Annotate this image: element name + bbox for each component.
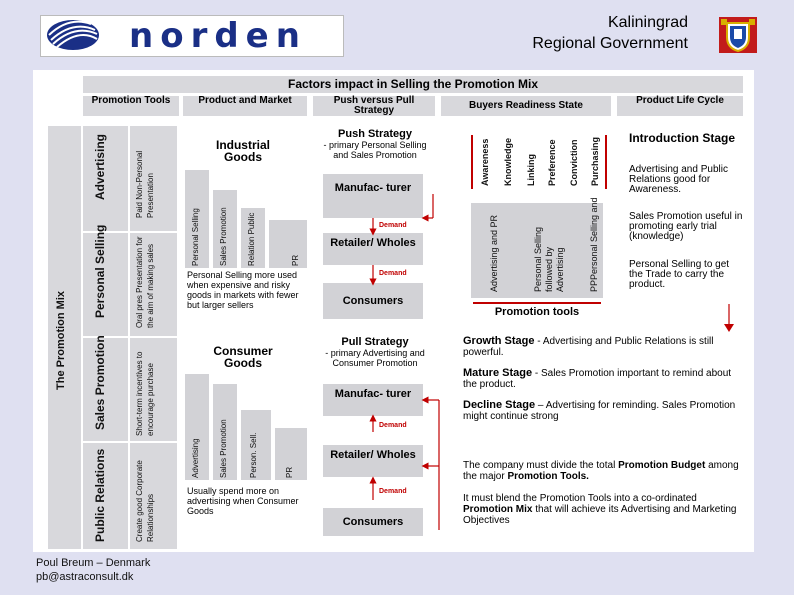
buyers-state-6: Purchasing bbox=[590, 136, 600, 186]
intro-line-1: Advertising and Public Relations good for Awareness. bbox=[629, 164, 728, 195]
pull-title: Pull Strategy bbox=[341, 336, 409, 348]
decline-stage-label: Decline Stage bbox=[463, 399, 536, 411]
tool-name-sales-promotion: Sales Promotion bbox=[93, 335, 107, 430]
column-header-tools: Promotion Tools bbox=[83, 96, 179, 116]
buyers-tool-1: Advertising and PR bbox=[489, 214, 499, 292]
norden-logo bbox=[40, 15, 344, 57]
column-header-product: Product and Market bbox=[183, 96, 307, 116]
tool-name-advertising: Advertising bbox=[93, 133, 107, 200]
mature-stage-label: Mature Stage bbox=[463, 367, 533, 379]
buyers-footer: Promotion tools bbox=[473, 302, 601, 318]
footer bbox=[36, 556, 150, 584]
demand-arrows bbox=[313, 170, 443, 550]
push-title: Push Strategy bbox=[338, 128, 412, 140]
industrial-bar-pr bbox=[269, 220, 307, 268]
push-retailer-box: Retailer/ Wholes bbox=[323, 233, 423, 265]
column-header-push-pull: Push versus Pull Strategy bbox=[313, 96, 435, 116]
consumer-bar-label-1: Advertising bbox=[191, 438, 200, 478]
industrial-bar-label-3: Relation Public bbox=[247, 212, 256, 266]
push-demand-label-2: Demand bbox=[379, 270, 407, 277]
consumer-bar-label-2: Sales Promotion bbox=[219, 419, 228, 478]
pull-consumers-box: Consumers bbox=[323, 508, 423, 536]
buyers-state-4: Preference bbox=[547, 139, 557, 186]
industrial-bar-label-1: Personal Selling bbox=[191, 208, 200, 266]
column-header-buyers: Buyers Readiness State bbox=[441, 96, 611, 116]
diagram-title: Factors impact in Selling the Promotion Mix bbox=[83, 76, 743, 93]
mix-label: The Promotion Mix bbox=[55, 291, 67, 390]
header-title-line1: Kaliningrad bbox=[607, 14, 688, 31]
consumer-note: Usually spend more on advertising when Consumer Goods bbox=[187, 486, 299, 516]
industrial-goods-title: Industrial Goods bbox=[215, 138, 270, 164]
pull-subtitle: - primary Advertising and Consumer Promotion bbox=[325, 348, 425, 368]
growth-stage-text: - Advertising and Public Relations is still powerful. bbox=[463, 336, 714, 358]
industrial-bar-label-4: PR bbox=[291, 254, 300, 266]
push-consumers-box: Consumers bbox=[323, 283, 423, 319]
decline-stage bbox=[463, 400, 743, 422]
coat-of-arms-icon bbox=[719, 17, 757, 53]
push-subtitle: - primary Personal Selling and Sales Promotion bbox=[323, 140, 427, 160]
globe-icon bbox=[45, 18, 101, 52]
conclusion-text: The company must divide the total Promotion Budget among the major Promotion Tools. It must blend the Promotion Tools into a co-ordinated Promotion Mix that will achieve its Advertising and Marketing Objectives bbox=[463, 460, 739, 526]
consumer-bar-label-4: PR bbox=[285, 466, 294, 478]
buyers-tool-2: Personal Selling followed by Advertising bbox=[533, 226, 565, 292]
consumer-bar-label-3: Person. Sell. bbox=[249, 432, 258, 478]
logo-wordmark: norden bbox=[129, 16, 307, 56]
pull-demand-label-2: Demand bbox=[379, 488, 407, 495]
mature-stage bbox=[463, 368, 743, 390]
growth-stage-label: Growth Stage bbox=[463, 335, 535, 347]
pull-manufacturer-box: Manufac- turer bbox=[323, 384, 423, 416]
growth-stage bbox=[463, 336, 743, 358]
decline-stage-text: – Advertising for reminding. Sales Promotion might continue strong bbox=[463, 400, 736, 422]
push-demand-label-1: Demand bbox=[379, 222, 407, 229]
intro-line-3: Personal Selling to get the Trade to carry the product. bbox=[629, 259, 730, 290]
buyers-tool-3: PPPersonal Selling and bbox=[589, 197, 599, 292]
tool-desc-advertising: Paid Non-Personal Presentation bbox=[135, 150, 155, 218]
consumer-goods-title: Consumer Goods bbox=[213, 344, 273, 370]
intro-stage-title: Introduction Stage bbox=[629, 131, 735, 145]
footer-name: Poul Breum – Denmark bbox=[36, 557, 151, 569]
buyers-state-5: Conviction bbox=[569, 139, 579, 186]
buyers-state-2: Knowledge bbox=[503, 137, 513, 186]
mature-stage-text: - Sales Promotion important to remind about the product. bbox=[463, 368, 732, 390]
pull-demand-label-1: Demand bbox=[379, 422, 407, 429]
buyers-state-1: Awareness bbox=[480, 138, 490, 186]
tool-name-public-relations: Public Relations bbox=[93, 448, 107, 542]
industrial-bar-label-2: Sales Promotion bbox=[219, 207, 228, 266]
intro-down-arrow bbox=[723, 304, 735, 334]
pull-retailer-box: Retailer/ Wholes bbox=[323, 445, 423, 477]
push-manufacturer-box: Manufac- turer bbox=[323, 174, 423, 218]
industrial-note: Personal Selling more used when expensive and risky goods in markets with fewer but larger sellers bbox=[187, 270, 299, 310]
intro-line-2: Sales Promotion useful in promoting early trial (knowledge) bbox=[629, 211, 743, 242]
buyers-states-frame bbox=[471, 135, 607, 189]
tool-desc-sales-promotion: Short-term incentives to encourage purchase bbox=[135, 351, 155, 436]
column-header-lifecycle: Product Life Cycle bbox=[617, 96, 743, 116]
tool-name-personal-selling: Personal Selling bbox=[93, 224, 107, 318]
footer-email[interactable]: pb@astraconsult.dk bbox=[36, 571, 134, 583]
tool-desc-public-relations: Create good Corporate Relationships bbox=[135, 460, 155, 542]
tool-desc-personal-selling: Oral pres Presentation for the aim of making sales bbox=[135, 236, 155, 328]
buyers-state-3: Linking bbox=[526, 154, 536, 186]
promotion-mix-diagram bbox=[33, 70, 754, 552]
header-title-line2: Regional Government bbox=[532, 35, 688, 52]
